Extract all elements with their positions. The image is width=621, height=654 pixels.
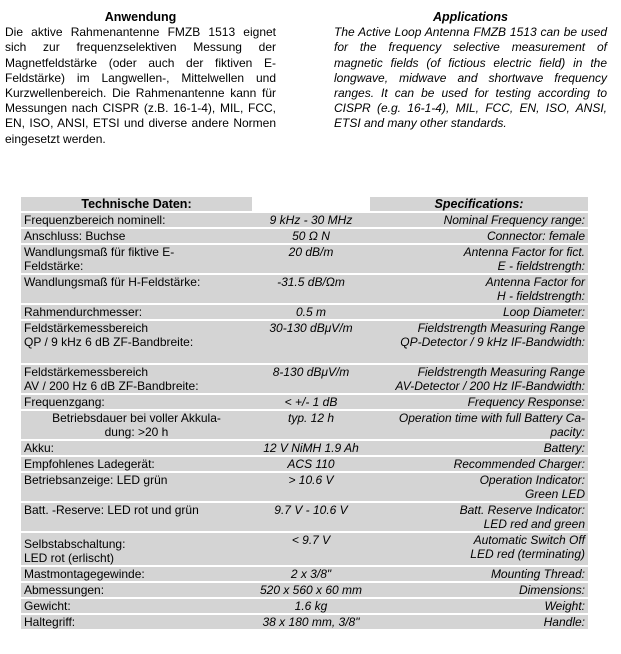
spec-label-en-line: Operation Indicator: xyxy=(479,473,585,487)
spec-value: typ. 12 h xyxy=(252,411,370,439)
spec-label-de xyxy=(21,441,252,455)
spec-label-de-line: Betriebsanzeige: LED grün xyxy=(24,473,168,487)
spec-label-de-line: Feldstärkemessbereich xyxy=(24,365,149,379)
english-description xyxy=(334,10,607,132)
german-description xyxy=(5,10,276,147)
spec-row xyxy=(21,245,588,273)
spec-label-en-line: LED red (terminating) xyxy=(470,547,585,561)
spec-value: 0.5 m xyxy=(252,305,370,319)
spec-label-en-line: Green LED xyxy=(524,487,585,501)
spec-label-de-line: Mastmontagegewinde: xyxy=(24,567,145,581)
spec-label-de-line: Batt. -Reserve: LED rot und grün xyxy=(24,503,199,517)
spec-row xyxy=(21,473,588,501)
spec-label-de-line: Feldstärke: xyxy=(24,259,84,273)
spec-row xyxy=(21,275,588,303)
spec-value: 12 V NiMH 1.9 Ah xyxy=(252,441,370,455)
spec-row xyxy=(21,457,588,471)
spec-label-en-line: Batt. Reserve Indicator: xyxy=(459,503,585,517)
spec-label-de xyxy=(21,275,252,303)
spec-label-en xyxy=(370,583,588,597)
spec-label-de xyxy=(21,321,252,363)
spec-label-en-line: Recommended Charger: xyxy=(453,457,585,471)
spec-label-de xyxy=(21,533,252,565)
spec-label-de xyxy=(21,457,252,471)
spec-value: 38 x 180 mm, 3/8" xyxy=(252,615,370,629)
spec-label-en-line: Battery: xyxy=(543,441,585,455)
spec-label-de xyxy=(21,229,252,243)
spec-label-de-line: dung: >20 h xyxy=(104,425,169,439)
spec-value: 50 Ω N xyxy=(252,229,370,243)
spec-label-en-line: pacity: xyxy=(550,425,585,439)
spec-label-de xyxy=(21,615,252,629)
specifications-table xyxy=(21,195,588,631)
spec-label-en xyxy=(370,615,588,629)
spec-row xyxy=(21,599,588,613)
spec-label-de xyxy=(21,599,252,613)
spec-label-en-line: Handle: xyxy=(543,615,585,629)
spec-row xyxy=(21,213,588,227)
spec-label-en-line: Automatic Switch Off xyxy=(473,533,585,547)
spec-label-en xyxy=(370,275,588,303)
spec-label-en xyxy=(370,213,588,227)
spec-label-en xyxy=(370,457,588,471)
spec-label-de xyxy=(21,503,252,531)
spec-row xyxy=(21,365,588,393)
spec-value: 9 kHz - 30 MHz xyxy=(252,213,370,227)
spec-label-en-line: Connector: female xyxy=(486,229,585,243)
spec-label-en-line: Dimensions: xyxy=(518,583,585,597)
spec-row xyxy=(21,305,588,319)
spec-value: < 9.7 V xyxy=(252,533,370,565)
spec-label-en-line: Fieldstrength Measuring Range xyxy=(417,365,585,379)
spec-label-en xyxy=(370,245,588,273)
spec-row xyxy=(21,395,588,409)
spec-label-de xyxy=(21,411,252,439)
spec-label-de-line: Rahmendurchmesser: xyxy=(24,305,143,319)
spec-value: 1.6 kg xyxy=(252,599,370,613)
table-header-row xyxy=(21,197,588,211)
spec-label-en xyxy=(370,533,588,565)
spec-label-de xyxy=(21,305,252,319)
spec-label-en-line: Weight: xyxy=(544,599,585,613)
spec-label-en xyxy=(370,503,588,531)
spec-label-en-line: H - fieldstrength: xyxy=(496,289,585,303)
english-paragraph: The Active Loop Antenna FMZB 1513 can be used for the frequency selective measurement of magnetic fields (of fictious electric field) in the longwave, midwave and shortwave frequency ranges. It can be used for testing according to CISPR (e.g. 16-1-4), MIL, FCC, EN, ISO, ANSI, ETSI and many other standards. xyxy=(334,25,607,131)
spec-label-de-line: LED rot (erlischt) xyxy=(24,551,115,565)
spec-label-de-line: Gewicht: xyxy=(24,599,71,613)
spec-row xyxy=(21,567,588,581)
spec-label-de xyxy=(21,245,252,273)
spec-row xyxy=(21,583,588,597)
spec-label-de-line: Empfohlenes Ladegerät: xyxy=(24,457,155,471)
spec-label-en-line: Mounting Thread: xyxy=(490,567,585,581)
spec-row xyxy=(21,533,588,565)
spec-label-de xyxy=(21,395,252,409)
spec-label-en-line: Frequency Response: xyxy=(467,395,585,409)
spec-label-en-line: E - fieldstrength: xyxy=(497,259,585,273)
spec-value: 520 x 560 x 60 mm xyxy=(252,583,370,597)
spec-row xyxy=(21,441,588,455)
spec-value: < +/- 1 dB xyxy=(252,395,370,409)
spec-label-en xyxy=(370,567,588,581)
header-technical-data: Technische Daten: xyxy=(21,197,252,211)
spec-label-en xyxy=(370,395,588,409)
spec-row xyxy=(21,503,588,531)
spec-row xyxy=(21,615,588,629)
spec-label-de-line: Selbstabschaltung: xyxy=(24,537,126,551)
spec-label-en xyxy=(370,365,588,393)
spec-label-de-line: Frequenzgang: xyxy=(24,395,105,409)
header-specifications: Specifications: xyxy=(370,197,588,211)
spec-label-de xyxy=(21,473,252,501)
spec-label-de-line: Betriebsdauer bei voller Akkula- xyxy=(52,411,221,425)
spec-label-de-line: Wandlungsmaß für fiktive E- xyxy=(24,245,175,259)
spec-label-en-line: Fieldstrength Measuring Range xyxy=(417,321,585,335)
spec-label-en xyxy=(370,321,588,363)
spec-label-de xyxy=(21,583,252,597)
spec-label-en xyxy=(370,599,588,613)
spec-row xyxy=(21,229,588,243)
spec-label-de-line: Akku: xyxy=(24,441,55,455)
spec-label-en-line: Antenna Factor for xyxy=(485,275,585,289)
spec-value: 9.7 V - 10.6 V xyxy=(252,503,370,531)
spec-label-en-line: LED red and green xyxy=(483,517,585,531)
spec-label-en-line: AV-Detector / 200 Hz IF-Bandwidth: xyxy=(395,379,585,393)
spec-value: 8-130 dBμV/m xyxy=(252,365,370,393)
spec-label-en-line: Operation time with full Battery Ca- xyxy=(398,411,585,425)
spec-label-de-line: Anschluss: Buchse xyxy=(24,229,126,243)
spec-label-de-line: Abmessungen: xyxy=(24,583,105,597)
spec-label-en-line: Nominal Frequency range: xyxy=(443,213,585,227)
spec-label-en xyxy=(370,411,588,439)
spec-label-en xyxy=(370,441,588,455)
spec-label-en xyxy=(370,229,588,243)
spec-label-de xyxy=(21,213,252,227)
spec-label-de-line: Feldstärkemessbereich xyxy=(24,321,149,335)
spec-label-en xyxy=(370,305,588,319)
spec-label-de-line: Haltegriff: xyxy=(24,615,76,629)
spec-label-de-line: Wandlungsmaß für H-Feldstärke: xyxy=(24,275,201,289)
spec-label-de xyxy=(21,365,252,393)
spec-label-en-line: QP-Detector / 9 kHz IF-Bandwidth: xyxy=(400,335,585,349)
spec-row xyxy=(21,411,588,439)
spec-label-de xyxy=(21,567,252,581)
spec-value: 20 dB/m xyxy=(252,245,370,273)
spec-label-en-line: Antenna Factor for fict. xyxy=(463,245,585,259)
german-paragraph: Die aktive Rahmenantenne FMZB 1513 eignet sich zur frequenzselektiven Messung der Magnetfeldstärke (oder auch der fiktiven E-Feldstärke) im Langwellen-, Mittelwellen und Kurzwellenbereich. Die Rahmenantenne kann für Messungen nach CISPR (z.B. 16-1-4), MIL, FCC, EN, ISO, ANSI, ETSI und diverse andere Normen eingesetzt werden. xyxy=(5,25,276,146)
spec-row xyxy=(21,321,588,363)
spec-label-en xyxy=(370,473,588,501)
german-heading: Anwendung xyxy=(104,10,177,24)
spec-label-de-line: QP / 9 kHz 6 dB ZF-Bandbreite: xyxy=(24,335,194,349)
spec-label-de-line: Frequenzbereich nominell: xyxy=(24,213,166,227)
spec-label-de-line: AV / 200 Hz 6 dB ZF-Bandbreite: xyxy=(24,379,199,393)
spec-value: 30-130 dBμV/m xyxy=(252,321,370,363)
spec-value: > 10.6 V xyxy=(252,473,370,501)
english-heading: Applications xyxy=(432,10,508,24)
spec-value: 2 x 3/8" xyxy=(252,567,370,581)
spec-value: -31.5 dB/Ωm xyxy=(252,275,370,303)
spec-label-en-line: Loop Diameter: xyxy=(502,305,585,319)
spec-value: ACS 110 xyxy=(252,457,370,471)
